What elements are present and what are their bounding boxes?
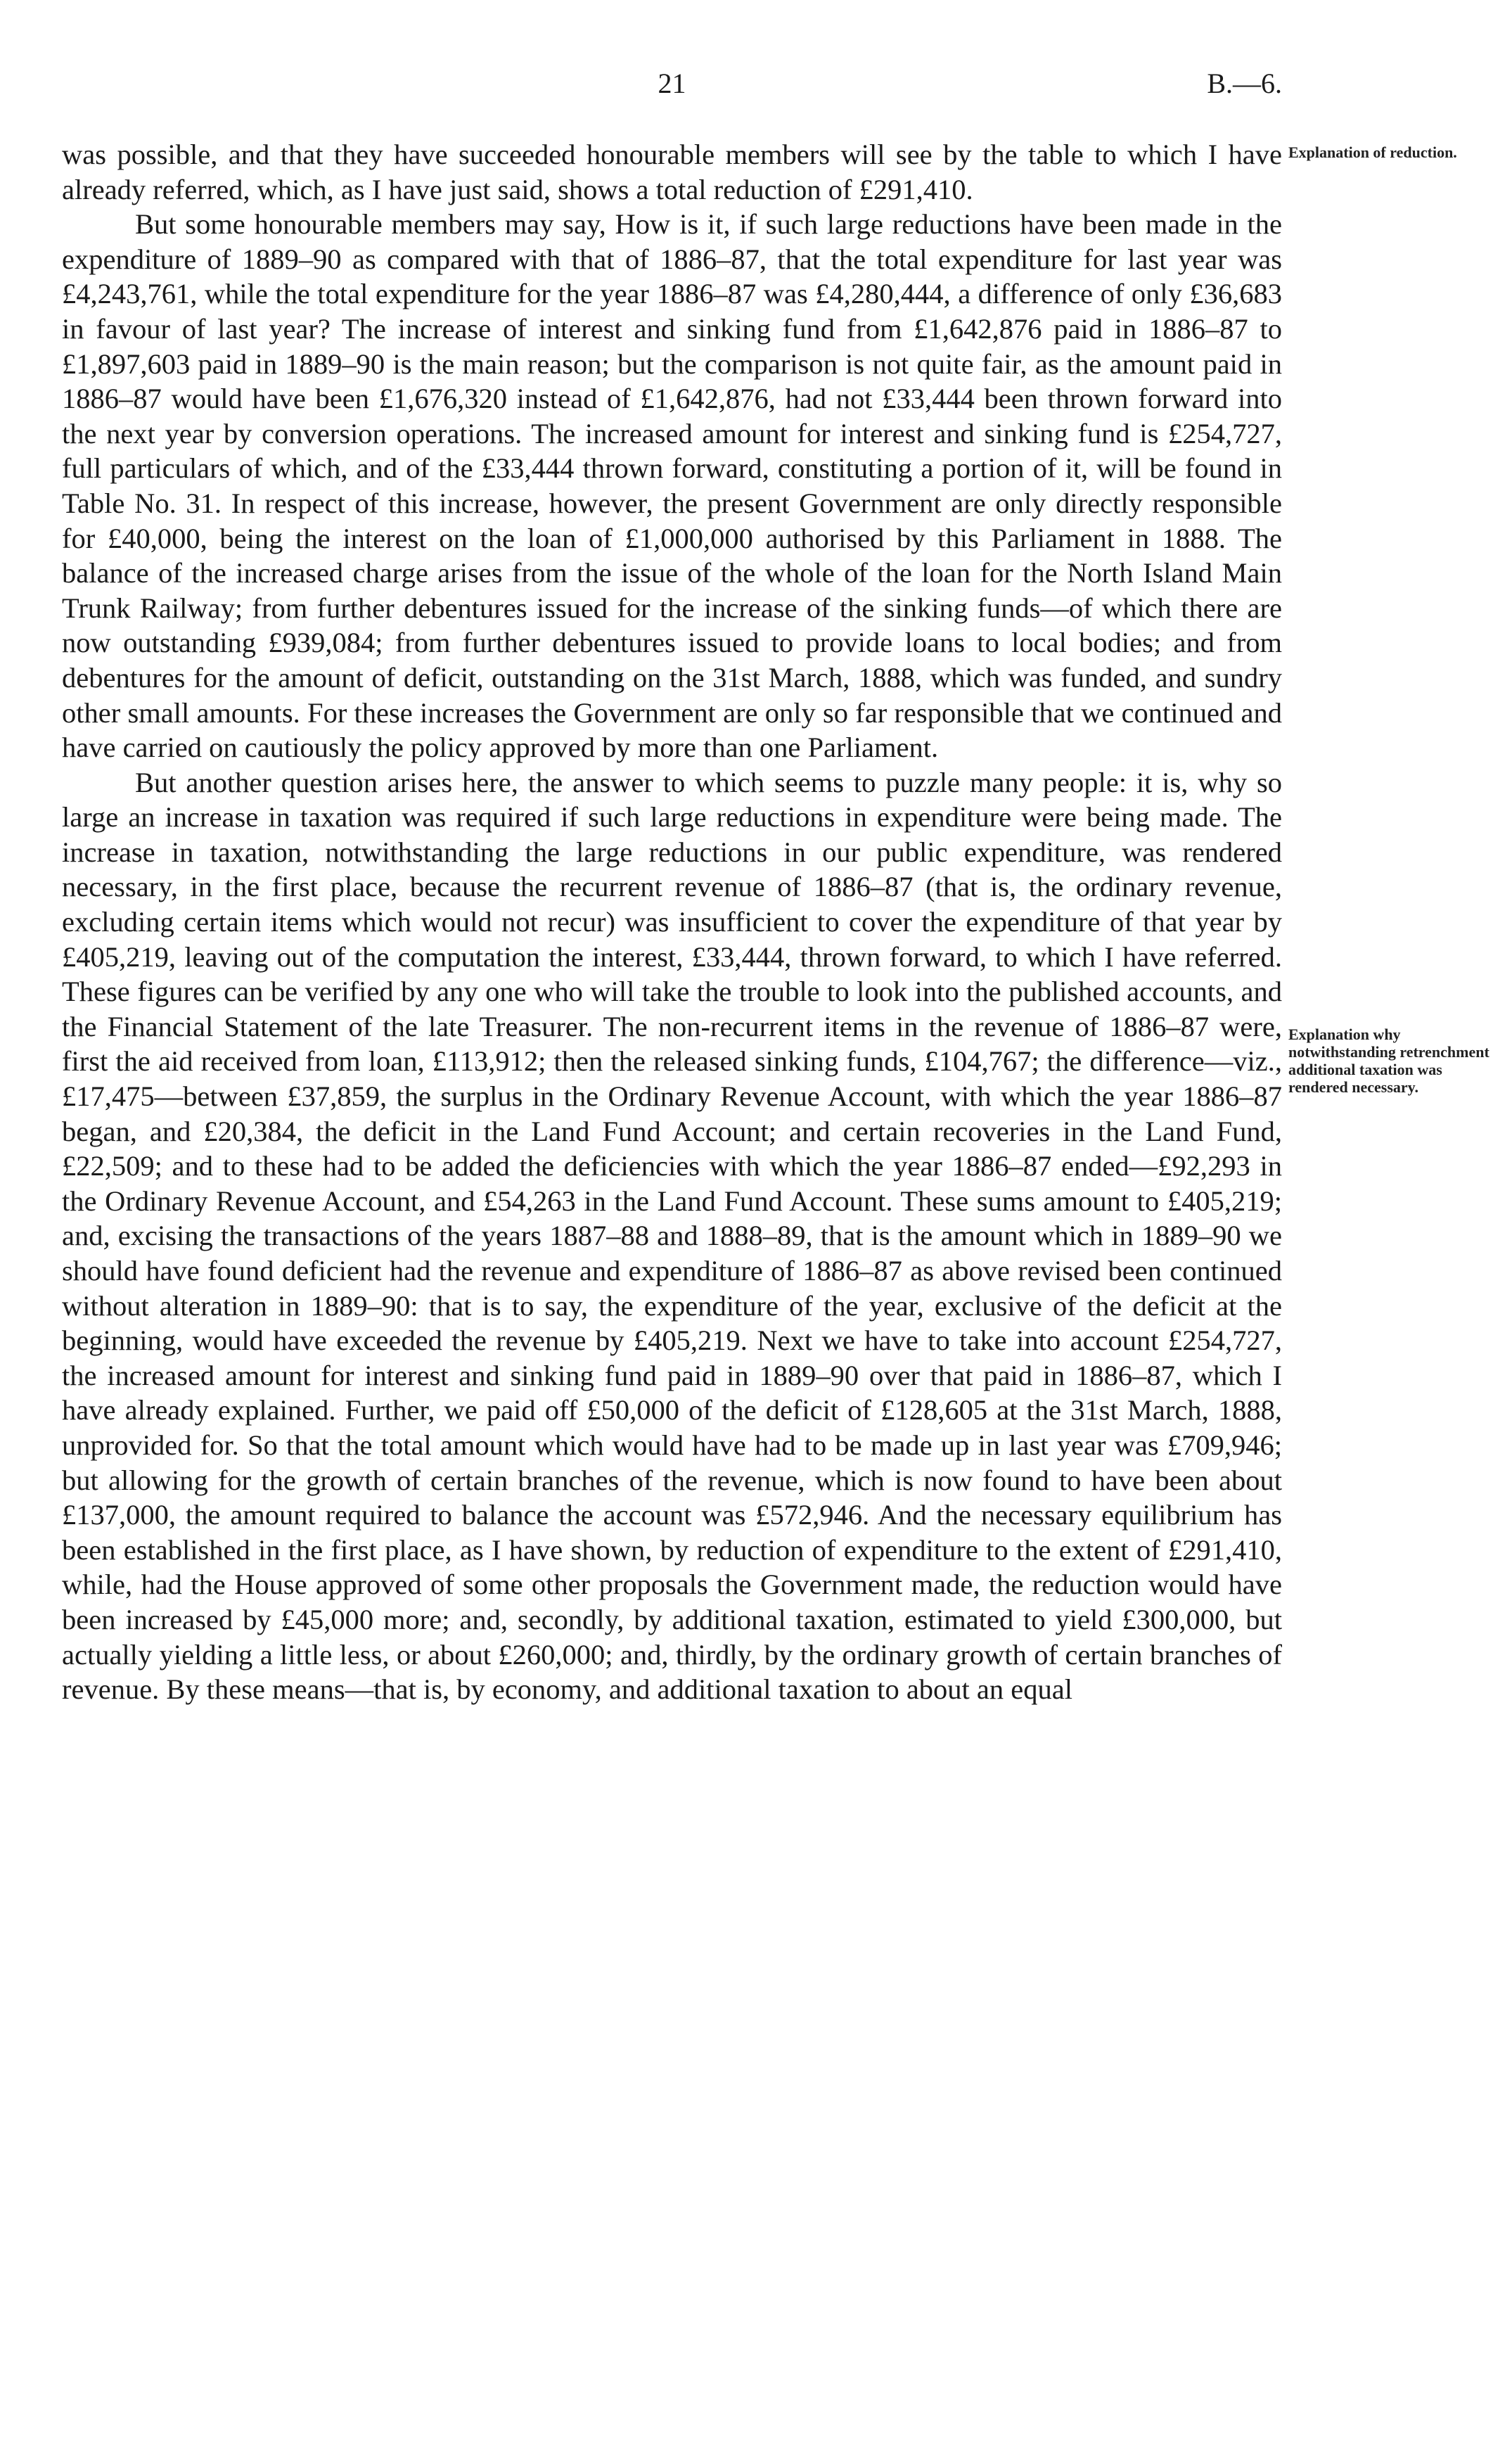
paragraph-taxation-explanation: But another question arises here, the answer to which seems to puzzle many people: it is, why so large an increase in taxation was required if such large reductions in expenditure were being made. The increase in taxation, notwithstanding the large reductions in our public expenditure, was rendered necessary, in the first place, because the recurrent revenue of 1886–87 (that is, the ordinary revenue, excluding certain items which would not recur) was insufficient to cover the expenditure of that year by £405,219, leaving out of the computation the interest, £33,444, thrown forward, to which I have referred. These figures can be verified by any one who will take the trouble to look into the published accounts, and the Financial Statement of the late Treasurer. The non-recurrent items in the revenue of 1886–87 were, first the aid received from loan, £113,912; then the released sinking funds, £104,767; the difference—viz., £17,475—between £37,859, the surplus in the Ordinary Revenue Account, with which the year 1886–87 began, and £20,384, the deficit in the Land Fund Account; and certain recoveries in the Land Fund, £22,509; and to these had to be added the deficiencies with which the year 1886–87 ended—£92,293 in the Ordinary Revenue Account, and £54,263 in the Land Fund Account. These sums amount to £405,219; and, excising the transactions of the years 1887–88 and 1888–89, that is the amount which in 1889–90 we should have found deficient had the revenue and expenditure of 1886–87 as above revised been continued without alteration in 1889–90: that is to say, the expenditure of the year, exclusive of the deficit at the beginning, would have exceeded the revenue by £405,219. Next we have to take into account £254,727, the increased amount for interest and sinking fund paid in 1889–90 over that paid in 1886–87, which I have already explained. Further, we paid off £50,000 of the deficit of £128,605 at the 31st March, 1888, unprovided for. So that the total amount which would have had to be made up in last year was £709,946; but allowing for the growth of certain branches of the revenue, which is now found to have been about £137,000, the amount required to balance the account was £572,946. And the necessary equilibrium has been established in the first place, as I have shown, by reduction of expenditure to the extent of £291,410, while, had the House approved of some other proposals the Government made, the reduction would have been increased by £45,000 more; and, secondly, by additional taxation, estimated to yield £300,000, but actually yielding a little less, or about £260,000; and, thirdly, by the ordinary growth of certain branches of revenue. By these means—that is, by economy, and additional taxation to about an equal: [62, 766, 1282, 1706]
margin-note-explanation-why-taxation: Explanation why notwithstanding retrenchment additional taxation was rendered necessary.: [1288, 1026, 1489, 1096]
paragraph-continuation: was possible, and that they have succeeded honourable members will see by the table to which I have already referred, which, as I have just said, shows a total reduction of £291,410.: [62, 139, 1282, 205]
page-header: [62, 67, 1282, 109]
margin-note-explanation-of-reduction: Explanation of reduction.: [1288, 143, 1457, 161]
body-text: [62, 137, 1282, 1707]
document-reference: B.—6.: [1207, 68, 1282, 99]
paragraph-expenditure-comparison: But some honourable members may say, How is it, if such large reductions have been made in the expenditure of 1889–90 as compared with that of 1886–87, that the total expenditure for last year was £4,243,761, while the total expenditure for the year 1886–87 was £4,280,444, a difference of only £36,683 in favour of last year? The increase of interest and sinking fund from £1,642,876 paid in 1886–87 to £1,897,603 paid in 1889–90 is the main reason; but the comparison is not quite fair, as the amount paid in 1886–87 would have been £1,676,320 instead of £1,642,876, had not £33,444 been thrown forward into the next year by conversion operations. The increased amount for interest and sinking fund is £254,727, full particulars of which, and of the £33,444 thrown forward, constituting a portion of it, will be found in Table No. 31. In respect of this increase, however, the present Government are only directly responsible for £40,000, being the interest on the loan of £1,000,000 authorised by this Parliament in 1888. The balance of the increased charge arises from the issue of the whole of the loan for the North Island Main Trunk Railway; from further debentures issued for the increase of the sinking funds—of which there are now outstanding £939,084; from further debentures issued to provide loans to local bodies; and from debentures for the amount of deficit, outstanding on the 31st March, 1888, which was funded, and sundry other small amounts. For these increases the Government are only so far responsible that we continued and have carried on cautiously the policy approved by more than one Parliament.: [62, 208, 1282, 764]
page-number: 21: [658, 68, 686, 99]
